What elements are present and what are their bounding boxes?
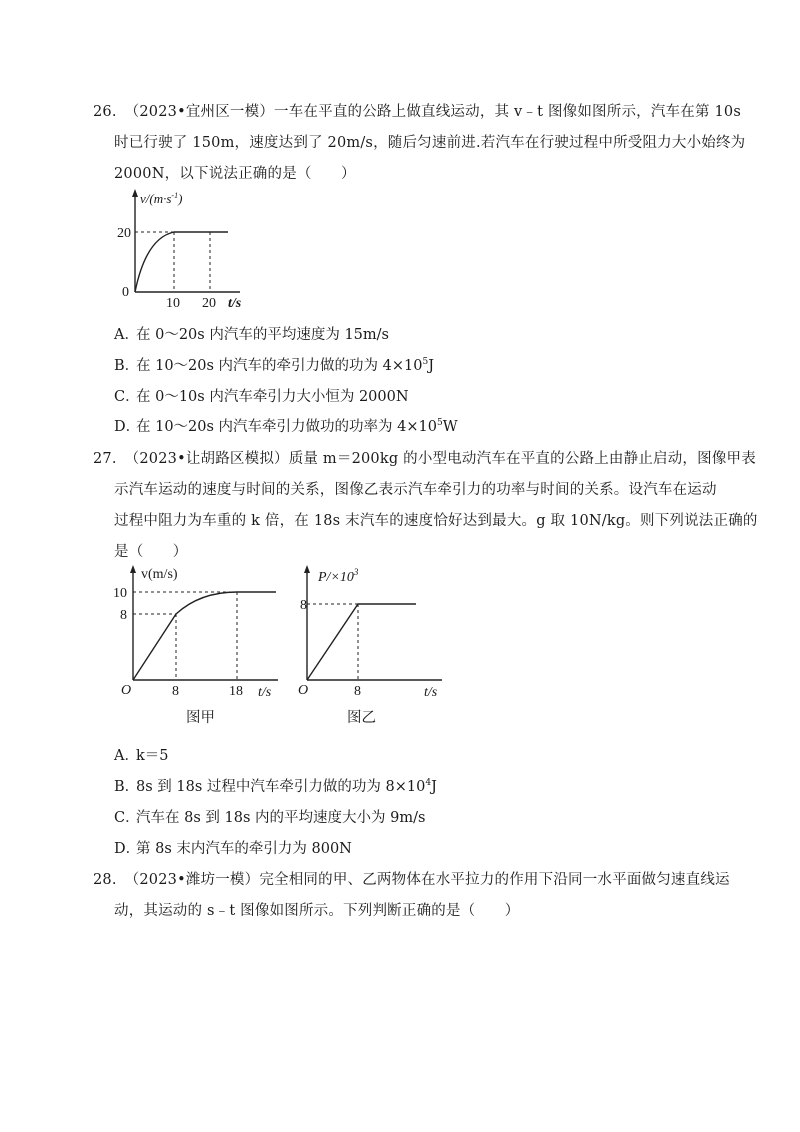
q27-option-b-tail: J (431, 779, 437, 795)
q26-y-axis-arrow (132, 189, 138, 197)
question-26-text: （2023•宜州区一模）一车在平直的公路上做直线运动，其 v﹣t 图像如图所示，汽车在第 10s (124, 104, 741, 120)
q27a-y-label: v(m/s) (141, 567, 178, 582)
q26-y-label: $v/(m\cdot s^{-1})$ (140, 191, 183, 206)
question-27-line-3: 过程中阻力为车重的 k 倍，在 18s 末汽车的速度恰好达到最大。g 取 10N/kg。则下列说法正确的 (114, 513, 758, 529)
q27a-caption: 图甲 (186, 710, 215, 726)
q27b-x-tick-8: 8 (354, 684, 361, 699)
q26-origin: 0 (122, 285, 129, 300)
q27-option-d-text: 第 8s 末内汽车的牵引力为 800N (136, 841, 352, 857)
q27b-origin: O (298, 683, 309, 698)
q27a-x-tick-18: 18 (229, 684, 243, 699)
q26-option-b-text: 在 10～20s 内汽车的牵引力做的功为 4×10 (136, 358, 423, 374)
q27b-x-label: t/s (424, 685, 438, 700)
q26-option-d (114, 415, 458, 436)
q27-option-a-text: k＝5 (136, 748, 169, 764)
q27-option-b-sup: 4 (425, 778, 432, 789)
q26-option-d-tail: W (442, 419, 458, 435)
q27-option-d-label: D． (114, 841, 141, 857)
q26-option-c-text: 在 0～10s 内汽车牵引力大小恒为 2000N (136, 389, 409, 405)
q27a-x-tick-8: 8 (172, 684, 179, 699)
q26-option-a (114, 323, 389, 344)
question-27-line-2: 示汽车运动的速度与时间的关系，图像乙表示汽车牵引力的功率与时间的关系。设汽车在运动 (114, 482, 717, 498)
q27b-power-curve (307, 604, 416, 680)
figure-q27-velocity-graph (108, 562, 288, 702)
question-27-number: 27. (93, 451, 117, 467)
question-26-line-3: 2000N，以下说法正确的是（ ） (114, 166, 356, 182)
question-26-line-2: 时已行驶了 150m，速度达到了 20m/s，随后匀速前进.若汽车在行驶过程中所受阻力大小始终为 (114, 135, 746, 151)
q26-option-a-label: A． (114, 327, 139, 343)
q26-option-a-text: 在 0～20s 内汽车的平均速度为 15m/s (136, 327, 389, 343)
q27-option-a (114, 744, 169, 765)
q26-option-b (114, 354, 434, 375)
q26-x-tick-10: 10 (166, 296, 180, 310)
q27a-y-tick-8: 8 (120, 608, 127, 623)
question-28-text: （2023•潍坊一模）完全相同的甲、乙两物体在水平拉力的作用下沿同一水平面做匀速直线运 (124, 872, 730, 888)
question-27-line-1 (93, 447, 756, 468)
q26-option-b-tail: J (428, 358, 435, 374)
q27a-x-label: t/s (258, 685, 272, 700)
q27-option-b-label: B． (114, 779, 140, 795)
question-26-number: 26. (93, 104, 117, 120)
question-28-line-1 (93, 868, 730, 889)
q27-option-c-text: 汽车在 8s 到 18s 内的平均速度大小为 9m/s (136, 810, 426, 826)
q27a-velocity-curve (133, 592, 276, 680)
q27-option-b (114, 775, 437, 796)
q26-x-tick-20: 20 (202, 296, 216, 310)
q27-option-c (114, 806, 425, 827)
q26-option-d-label: D． (114, 419, 141, 435)
question-26-line-1 (93, 100, 741, 121)
q26-option-c-label: C． (114, 389, 140, 405)
figure-q27-power-graph (290, 562, 450, 702)
q26-y-tick-20: 20 (117, 226, 131, 241)
q27-option-c-label: C． (114, 810, 140, 826)
q26-option-d-text: 在 10～20s 内汽车牵引力做功的功率为 4×10 (136, 419, 437, 435)
q27b-caption: 图乙 (347, 710, 376, 726)
q27-option-a-label: A． (114, 748, 139, 764)
q27b-y-label: $P/\times 10^3$ (318, 567, 359, 585)
q26-option-b-label: B． (114, 358, 140, 374)
q26-option-d-sup: 5 (437, 418, 443, 429)
q26-velocity-curve (135, 232, 228, 292)
question-28-number: 28. (93, 872, 117, 888)
q27b-y-axis-arrow (304, 565, 310, 573)
q27-option-b-text: 8s 到 18s 过程中汽车牵引力做的功为 8×10 (136, 779, 426, 795)
q26-option-c (114, 385, 409, 406)
q27a-y-axis-arrow (130, 565, 136, 573)
question-27-line-4: 是（ ） (114, 544, 188, 560)
q27-option-d (114, 837, 352, 858)
q26-option-b-sup: 5 (422, 357, 429, 368)
q27a-origin: O (121, 683, 132, 698)
figure-q26-vt-graph (112, 186, 262, 310)
q27a-y-tick-10: 10 (113, 586, 127, 601)
question-28-line-2: 动，其运动的 s﹣t 图像如图所示。下列判断正确的是（ ） (114, 903, 520, 919)
question-27-text: （2023•让胡路区模拟）质量 m＝200kg 的小型电动汽车在平直的公路上由静止启动，图像甲表 (124, 451, 756, 467)
q27b-y-tick-8: 8 (300, 598, 307, 613)
q26-x-label: t/s (228, 296, 242, 310)
